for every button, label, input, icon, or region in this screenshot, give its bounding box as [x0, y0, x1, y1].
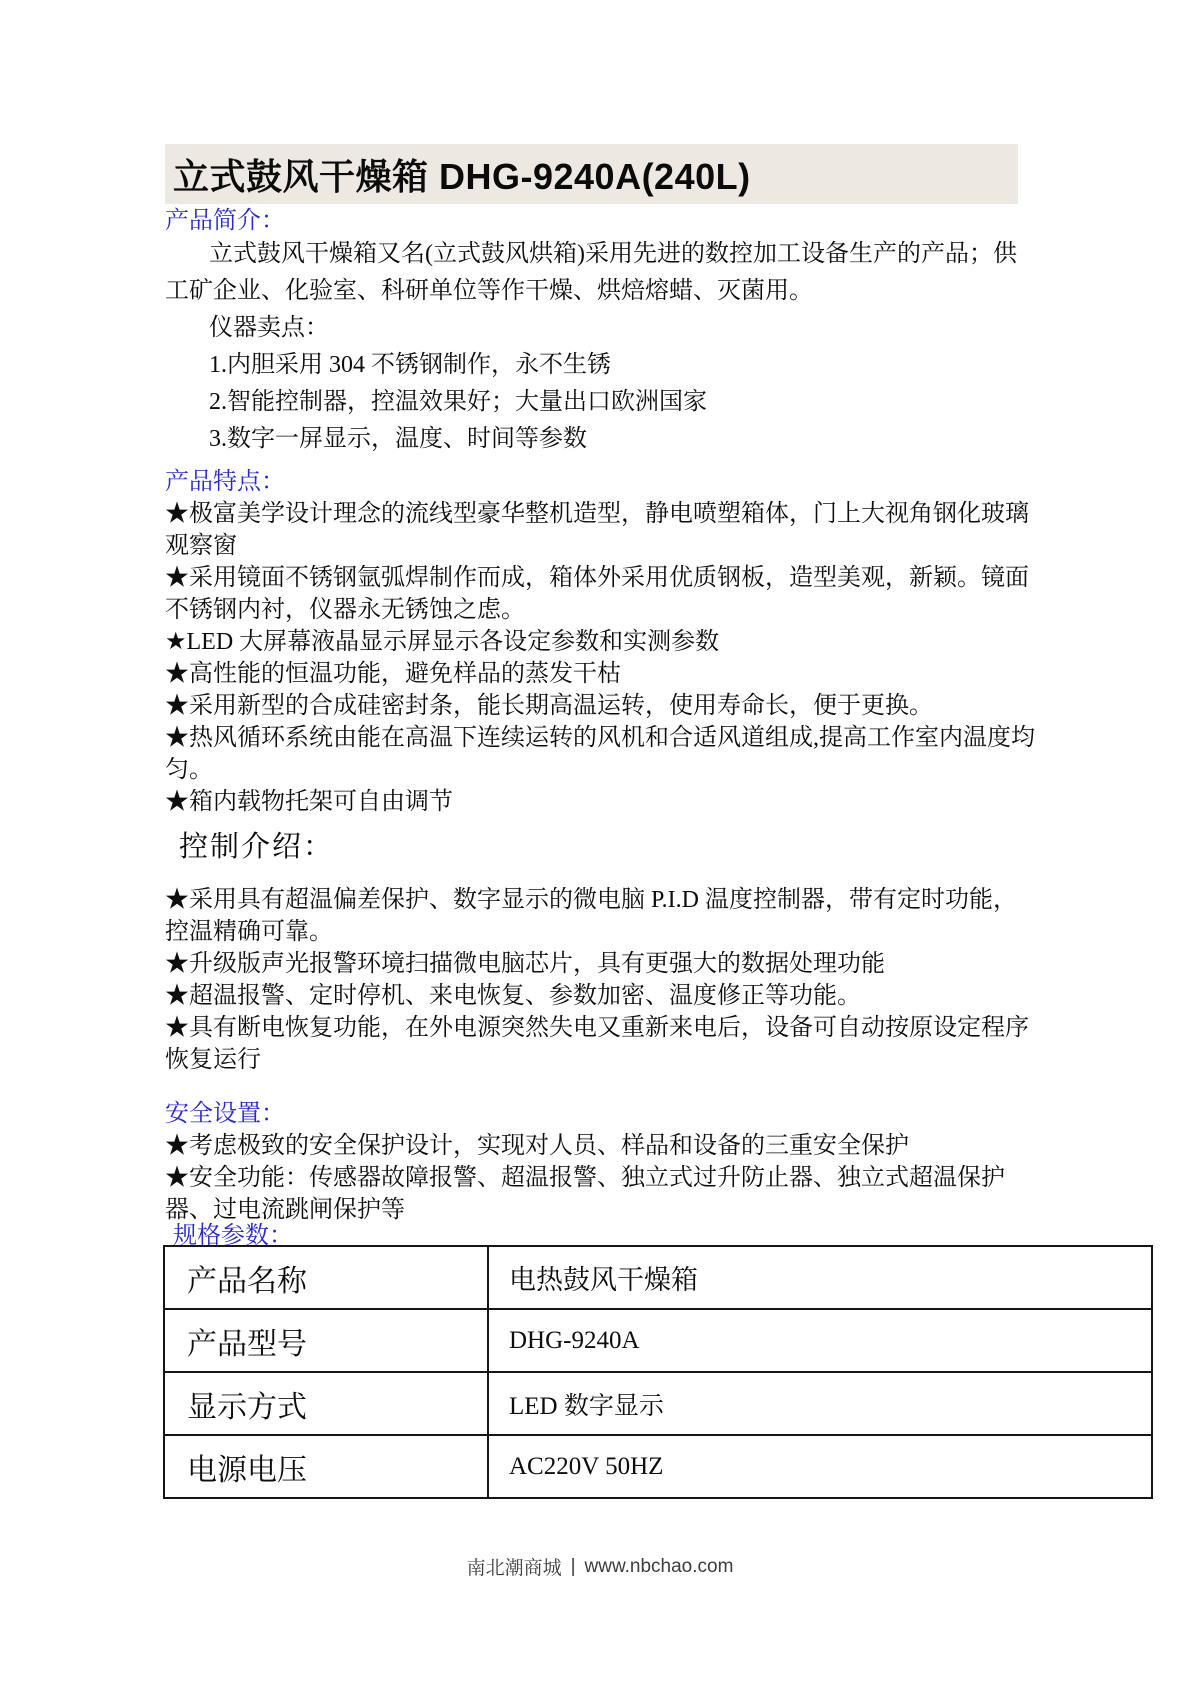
- intro-heading: 产品简介：: [165, 208, 285, 234]
- specs-heading: 规格参数：: [173, 1223, 293, 1249]
- spec-value-voltage: AC220V 50HZ: [488, 1435, 1152, 1498]
- footer-brand: 南北潮商城: [466, 1558, 562, 1579]
- spec-value-product-name: 电热鼓风干燥箱: [488, 1246, 1152, 1309]
- table-row: [164, 1372, 1152, 1435]
- spec-label-display: 显示方式: [164, 1372, 488, 1435]
- title-banner: [165, 144, 1018, 204]
- control-section: [165, 884, 1039, 1076]
- spec-value-model: DHG-9240A: [488, 1309, 1152, 1372]
- page-footer: [0, 1553, 1200, 1580]
- control-bullet: ★采用具有超温偏差保护、数字显示的微电脑 P.I.D 温度控制器，带有定时功能，控温精确可靠。: [165, 887, 1018, 945]
- table-row: [164, 1435, 1152, 1498]
- feature-bullet: ★箱内载物托架可自由调节: [165, 789, 453, 815]
- feature-bullet: ★LED 大屏幕液晶显示屏显示各设定参数和实测参数: [165, 629, 720, 655]
- table-row: [164, 1309, 1152, 1372]
- feature-bullet: ★采用镜面不锈钢氩弧焊制作而成，箱体外采用优质钢板，造型美观，新颖。镜面不锈钢内衬，仪器永无锈蚀之虑。: [165, 565, 1029, 623]
- page-title: 立式鼓风干燥箱 DHG-9240A(240L): [173, 155, 751, 197]
- spec-label-model: 产品型号: [164, 1309, 488, 1372]
- safety-bullet: ★安全功能：传感器故障报警、超温报警、独立式过升防止器、独立式超温保护器、过电流跳闸保护等: [165, 1165, 1005, 1223]
- feature-bullet: ★热风循环系统由能在高温下连续运转的风机和合适风道组成,提高工作室内温度均匀。: [165, 725, 1035, 783]
- intro-section: [165, 236, 1039, 458]
- safety-heading: 安全设置：: [165, 1101, 285, 1127]
- spec-value-display: LED 数字显示: [488, 1372, 1152, 1435]
- control-bullet: ★具有断电恢复功能，在外电源突然失电又重新来电后，设备可自动按原设定程序恢复运行: [165, 1015, 1029, 1073]
- footer-url: www.nbchao.com: [584, 1555, 734, 1577]
- control-bullet: ★超温报警、定时停机、来电恢复、参数加密、温度修正等功能。: [165, 983, 861, 1009]
- feature-bullet: ★高性能的恒温功能，避免样品的蒸发干枯: [165, 661, 621, 687]
- control-heading: 控制介绍：: [179, 831, 335, 863]
- table-row: [164, 1246, 1152, 1309]
- features-section: [165, 498, 1039, 818]
- intro-point-3: 3.数字一屏显示，温度、时间等参数: [209, 426, 587, 452]
- spec-label-product-name: 产品名称: [164, 1246, 488, 1309]
- spec-table: [163, 1245, 1153, 1499]
- safety-section: [165, 1130, 1039, 1226]
- control-bullet: ★升级版声光报警环境扫描微电脑芯片，具有更强大的数据处理功能: [165, 951, 885, 977]
- safety-bullet: ★考虑极致的安全保护设计，实现对人员、样品和设备的三重安全保护: [165, 1133, 909, 1159]
- intro-selling-points-label: 仪器卖点：: [209, 315, 329, 341]
- spec-label-voltage: 电源电压: [164, 1435, 488, 1498]
- feature-bullet: ★极富美学设计理念的流线型豪华整机造型，静电喷塑箱体，门上大视角钢化玻璃观察窗: [165, 501, 1029, 559]
- footer-separator: |: [570, 1555, 576, 1577]
- intro-paragraph: 立式鼓风干燥箱又名(立式鼓风烘箱)采用先进的数控加工设备生产的产品；供工矿企业、化验室、科研单位等作干燥、烘焙熔蜡、灭菌用。: [165, 241, 1017, 304]
- features-heading: 产品特点：: [165, 469, 285, 495]
- intro-point-1: 1.内胆采用 304 不锈钢制作，永不生锈: [209, 352, 611, 378]
- intro-point-2: 2.智能控制器，控温效果好；大量出口欧洲国家: [209, 389, 707, 415]
- feature-bullet: ★采用新型的合成硅密封条，能长期高温运转，使用寿命长，便于更换。: [165, 693, 933, 719]
